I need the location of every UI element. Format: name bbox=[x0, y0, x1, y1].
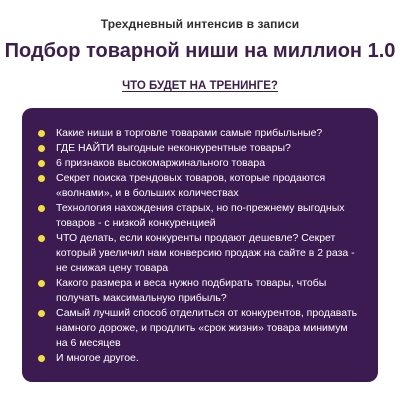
list-item-text: Секрет поиска трендовых товаров, которые продаются «волнами», и в больших количествах bbox=[56, 172, 326, 199]
list-item bbox=[36, 276, 362, 306]
list-item bbox=[36, 171, 362, 201]
bullet-dot-icon bbox=[38, 310, 45, 317]
bullet-dot-icon bbox=[38, 235, 45, 242]
list-item bbox=[36, 126, 362, 141]
bullet-dot-icon bbox=[38, 145, 45, 152]
list-item-text: ГДЕ НАЙТИ выгодные неконкурентные товары? bbox=[56, 142, 291, 154]
list-item-text: Технология нахождения старых, но по-прежнему выгодных товаров - с низкой конкуренцией bbox=[56, 202, 345, 229]
list-item bbox=[36, 156, 362, 171]
list-item bbox=[36, 231, 362, 276]
list-item-text: И многое другое. bbox=[56, 352, 139, 364]
training-topics-panel bbox=[22, 108, 378, 382]
list-item bbox=[36, 306, 362, 351]
list-item-text: ЧТО делать, если конкуренты продают дешевле? Секрет который увеличил нам конверсию продаж на сайте в 2 раза - не снижая цену товара bbox=[56, 232, 355, 274]
bullet-dot-icon bbox=[38, 175, 45, 182]
list-item bbox=[36, 201, 362, 231]
list-item-text: 6 признаков высокомаржинального товара bbox=[56, 157, 266, 169]
list-item bbox=[36, 351, 362, 366]
training-topics-list bbox=[36, 126, 362, 366]
intensive-subtitle: Трехдневный интенсив в записи bbox=[100, 17, 300, 31]
bullet-dot-icon bbox=[38, 160, 45, 167]
list-item-text: Самый лучший способ отделиться от конкурентов, продавать намного дороже, и продлить «срок жизни» товара минимум на 6 месяцев bbox=[56, 307, 358, 349]
list-item-text: Какие ниши в торговле товарами самые прибыльные? bbox=[56, 127, 323, 139]
bullet-dot-icon bbox=[38, 130, 45, 137]
list-item bbox=[36, 141, 362, 156]
bullet-dot-icon bbox=[38, 205, 45, 212]
section-heading: ЧТО БУДЕТ НА ТРЕНИНГЕ? bbox=[122, 80, 278, 92]
list-item-text: Какого размера и веса нужно подбирать товары, чтобы получать максимальную прибыль? bbox=[56, 277, 327, 304]
page-title: Подбор товарной ниши на миллион 1.0 bbox=[4, 40, 396, 62]
bullet-dot-icon bbox=[38, 280, 45, 287]
bullet-dot-icon bbox=[38, 355, 45, 362]
